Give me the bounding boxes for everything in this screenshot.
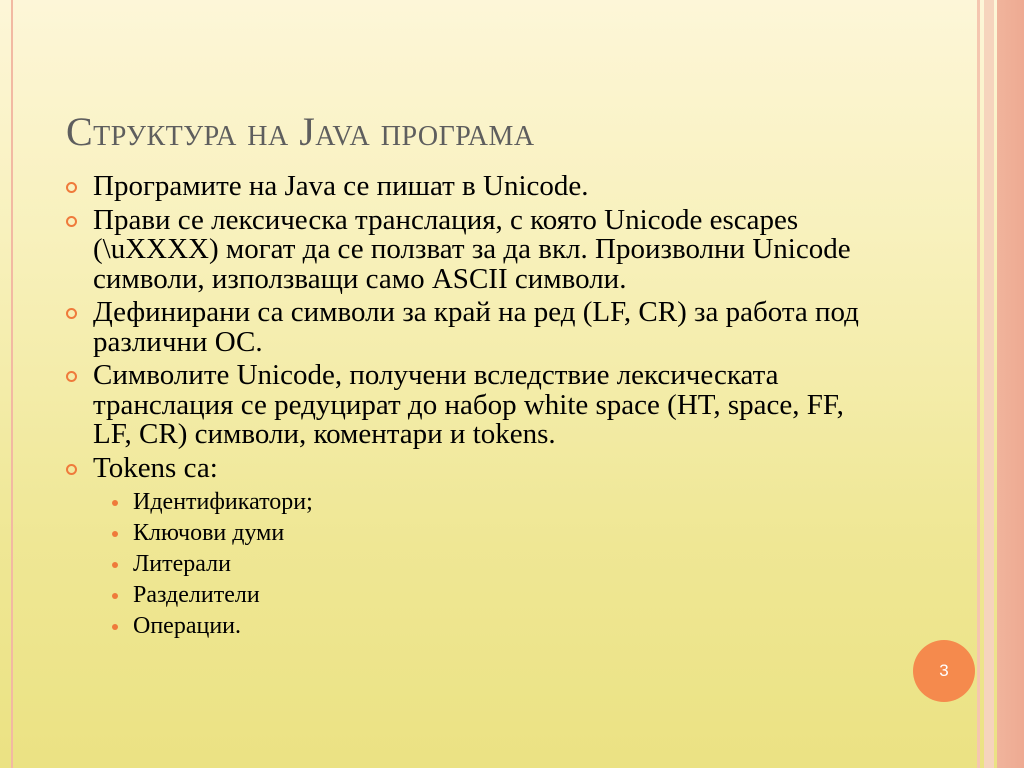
bullet-marker-icon bbox=[66, 182, 77, 193]
bullet-marker-icon bbox=[66, 464, 77, 475]
bullet-text: Tokens са: bbox=[93, 451, 218, 484]
right-decorative-band bbox=[997, 0, 1024, 768]
bullet-item bbox=[66, 203, 866, 295]
slide-title: Структура на Java програма bbox=[66, 109, 535, 154]
sub-bullet-text: Литерали bbox=[133, 551, 231, 577]
sub-bullet-text: Ключови думи bbox=[133, 520, 285, 546]
page-number: 3 bbox=[939, 661, 949, 680]
dot-icon bbox=[112, 562, 118, 568]
sub-bullet-text: Операции. bbox=[133, 613, 242, 639]
sub-bullet-item bbox=[107, 580, 866, 611]
bullet-marker-icon bbox=[66, 216, 77, 227]
bullet-text: Дефинирани са символи за край на ред (LF, CR) за работа под различни ОС. bbox=[93, 296, 859, 358]
bullet-item bbox=[66, 172, 866, 202]
dot-icon bbox=[112, 531, 118, 537]
sub-bullet-item bbox=[107, 611, 866, 642]
bullet-text: Прави се лексическа транслация, с която Unicode escapes (\uXXXX) могат да се ползват за да вкл. Произволни Unicode символи, използващи само ASCII символи. bbox=[93, 203, 851, 295]
sub-bullet-item bbox=[107, 518, 866, 549]
sub-bullet-item bbox=[107, 487, 866, 518]
bullet-item bbox=[66, 298, 866, 357]
bullet-item bbox=[66, 361, 866, 450]
bullet-marker-icon bbox=[66, 371, 77, 382]
sub-bullet-text: Разделители bbox=[133, 582, 260, 608]
bullet-text: Програмите на Java се пишат в Unicode. bbox=[93, 170, 589, 202]
right-decorative-band bbox=[977, 0, 980, 768]
bullet-list bbox=[66, 172, 866, 646]
dot-icon bbox=[112, 593, 118, 599]
bullet-item bbox=[66, 451, 866, 643]
left-decorative-rule bbox=[11, 0, 13, 768]
sub-bullet-text: Идентификатори; bbox=[133, 489, 313, 515]
right-decorative-band bbox=[984, 0, 994, 768]
sub-bullet-list bbox=[107, 487, 866, 642]
bullet-marker-icon bbox=[66, 308, 77, 319]
bullet-text: Символите Unicode, получени вследствие лексическата транслация се редуцират до набор white space (HT, space, FF, LF, CR) символи, коментари и tokens. bbox=[93, 359, 844, 450]
dot-icon bbox=[112, 500, 118, 506]
dot-icon bbox=[112, 624, 118, 630]
page-number-badge bbox=[913, 640, 975, 702]
sub-bullet-item bbox=[107, 549, 866, 580]
